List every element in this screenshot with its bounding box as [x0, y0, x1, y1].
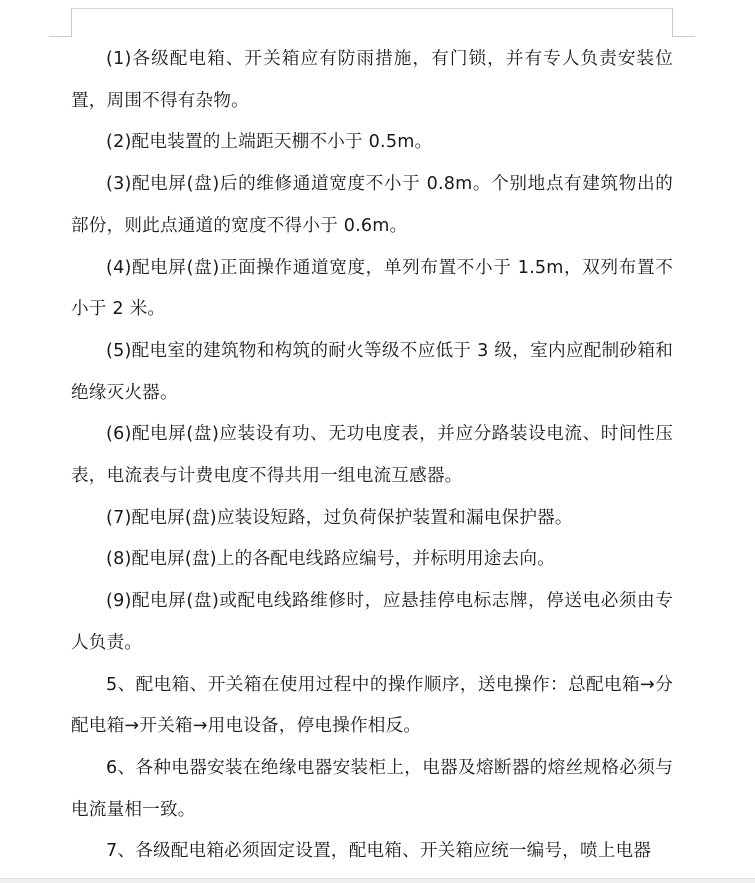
paragraph-3: (3)配电屏(盘)后的维修通道宽度不小于 0.8m。个别地点有建筑物出的部份，则此点通道的宽度不得小于 0.6m。	[71, 174, 673, 236]
margin-corner-mark-right	[672, 8, 695, 37]
page-bottom-edge	[0, 878, 755, 883]
paragraph-8: (8)配电屏(盘)上的各配电线路应编号，并标明用途去向。	[106, 549, 555, 570]
paragraph-12: 7、各级配电箱必须固定设置，配电箱、开关箱应统一编号，喷上电器	[106, 841, 652, 862]
paragraph-11: 6、各种电器安装在绝缘电器安装柜上，电器及熔断器的熔丝规格必须与电流量相一致。	[71, 757, 673, 820]
document-body	[71, 39, 673, 873]
paragraph-1: (1)各级配电箱、开关箱应有防雨措施，有门锁，并有专人负责安装位置，周围不得有杂物。	[71, 49, 673, 111]
paragraph-4: (4)配电屏(盘)正面操作通道宽度，单列布置不小于 1.5m，双列布置不小于 2 米。	[71, 257, 673, 320]
page-top-edge	[71, 8, 672, 9]
paragraph-9: (9)配电屏(盘)或配电线路维修时，应悬挂停电标志牌，停送电必须由专人负责。	[71, 591, 673, 653]
margin-corner-mark-left	[49, 8, 72, 37]
paragraph-10: 5、配电箱、开关箱在使用过程中的操作顺序，送电操作：总配电箱→分配电箱→开关箱→用电设备，停电操作相反。	[71, 674, 673, 737]
paragraph-6: (6)配电屏(盘)应装设有功、无功电度表，并应分路装设电流、时间性压表，电流表与计费电度不得共用一组电流互感器。	[71, 424, 673, 487]
paragraph-2: (2)配电装置的上端距天棚不小于 0.5m。	[106, 132, 433, 153]
paragraph-7: (7)配电屏(盘)应装设短路，过负荷保护装置和漏电保护器。	[106, 507, 573, 528]
paragraph-5: (5)配电室的建筑物和构筑的耐火等级不应低于 3 级，室内应配制砂箱和绝缘灭火器。	[71, 340, 673, 403]
